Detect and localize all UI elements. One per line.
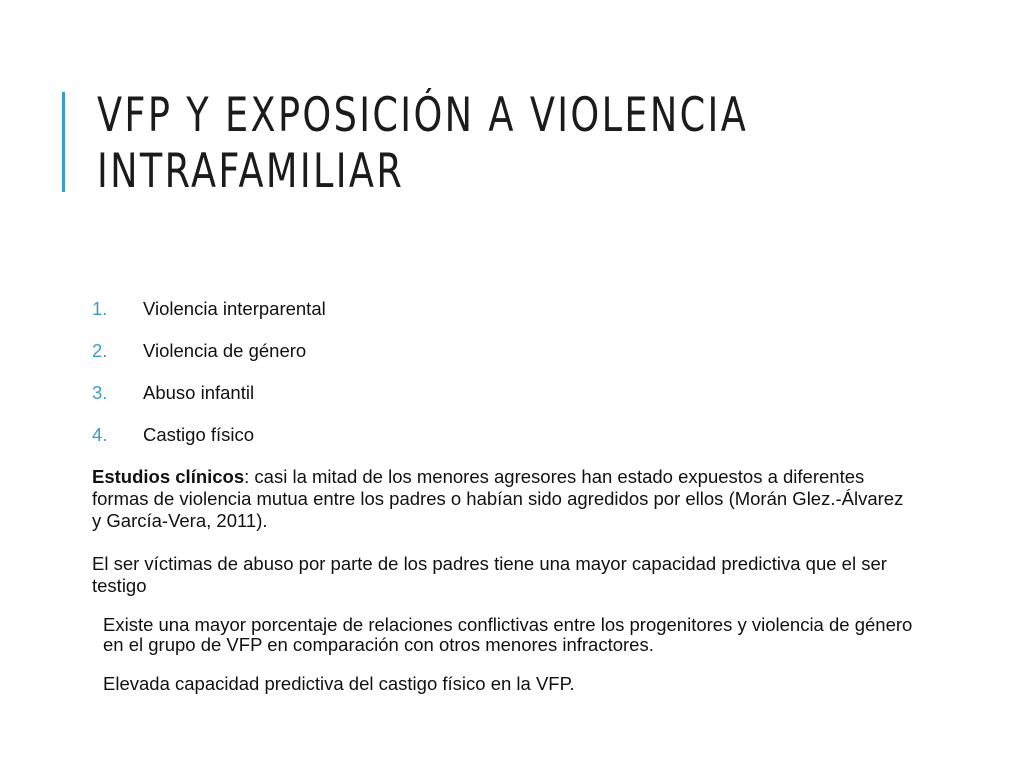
predictive-capacity-paragraph: El ser víctimas de abuso por parte de los padres tiene una mayor capacidad predictiva que el ser testigo [92,553,887,596]
title-accent-bar [62,92,65,192]
list-item-text: Abuso infantil [143,382,255,403]
slide-title [97,88,783,200]
slide-title-line-2: INTRAFAMILIAR [97,144,405,199]
list-number: 4. [92,424,108,445]
clinical-studies-label: Estudios clínicos [92,466,245,487]
list-number: 3. [92,382,108,403]
clinical-studies-paragraph [92,466,912,532]
slide-title-line-1: VFP Y EXPOSICIÓN A VIOLENCIA [97,88,749,143]
list-number: 1. [92,298,108,319]
list-item-text: Violencia de género [143,340,307,361]
list-item-text: Violencia interparental [143,298,326,319]
list-number: 2. [92,340,108,361]
physical-punishment-paragraph: Elevada capacidad predictiva del castigo físico en la VFP. [103,673,575,694]
conflict-relations-paragraph: Existe una mayor porcentaje de relaciones conflictivas entre los progenitores y violencia de género en el grupo de VFP en comparación con otros menores infractores. [103,614,913,655]
list-item-text: Castigo físico [143,424,255,445]
clinical-studies-text: : casi la mitad de los menores agresores han estado expuestos a diferentes formas de violencia mutua entre los padres o habían sido agredidos por ellos (Morán Glez.-Álvarez y García-Vera, 2011). [92,466,904,531]
